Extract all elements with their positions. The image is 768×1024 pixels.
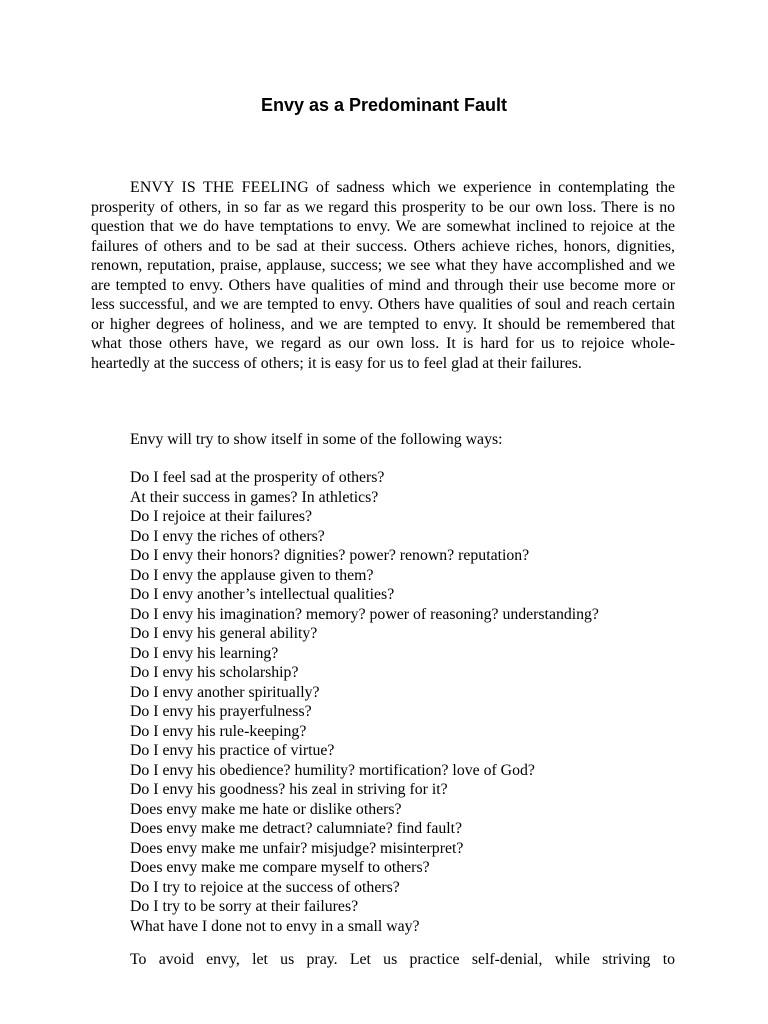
- question-item: Do I envy the riches of others?: [130, 527, 325, 545]
- question-item: Do I envy another’s intellectual qualities?: [130, 586, 395, 603]
- question-item: Do I envy their honors? dignities? power? renown? reputation?: [130, 547, 530, 564]
- question-item: Do I envy his learning?: [130, 644, 279, 662]
- question-item: At their success in games? In athletics?: [130, 488, 379, 506]
- question-item: Does envy make me compare myself to others?: [130, 859, 430, 876]
- question-item: Does envy make me unfair? misjudge? misinterpret?: [130, 839, 464, 857]
- opening-paragraph: [91, 178, 675, 373]
- question-item: Do I envy his goodness? his zeal in striving for it?: [130, 781, 448, 798]
- question-item: Do I envy his obedience? humility? mortification? love of God?: [130, 761, 535, 779]
- question-item: Do I envy the applause given to them?: [130, 566, 374, 584]
- opening-paragraph-text: of sadness which we experience in contemplating the prosperity of others, in so far as we regard this prosperity to be our own loss. There is no question that we do have temptations to envy. We are somewhat inclined to rejoice at the failures of others and to be sad at their success. Others achieve riches, honors, dignities, renown, reputation, praise, applause, success; we see what they have accomplished and we are tempted to envy. Others have qualities of mind and through their use become more or less successful, and we are tempted to envy. Others have qualities of soul and reach certain or higher degrees of holiness, and we are tempted to envy. It should be remembered that what those others have, we regard as our own loss. It is hard for us to rejoice whole-heartedly at the success of others; it is easy for us to feel glad at their failures.: [91, 179, 675, 372]
- examination-question-list: [130, 468, 690, 936]
- question-item: Do I envy another spiritually?: [130, 683, 320, 701]
- question-item: Do I rejoice at their failures?: [130, 508, 313, 525]
- question-item: Does envy make me hate or dislike others?: [130, 800, 402, 818]
- question-item: Do I feel sad at the prosperity of others?: [130, 469, 385, 486]
- examination-intro: Envy will try to show itself in some of the following ways:: [130, 431, 503, 448]
- question-item: Do I envy his scholarship?: [130, 664, 299, 681]
- page-title: Envy as a Predominant Fault: [260, 95, 508, 115]
- question-item: Do I try to rejoice at the success of others?: [130, 878, 400, 896]
- question-item: What have I done not to envy in a small way?: [130, 917, 420, 935]
- question-item: Do I envy his practice of virtue?: [130, 742, 335, 759]
- question-item: Do I try to be sorry at their failures?: [130, 898, 359, 915]
- question-item: Do I envy his general ability?: [130, 625, 318, 642]
- question-item: Do I envy his rule-keeping?: [130, 722, 307, 740]
- closing-paragraph: To avoid envy, let us pray. Let us practice self-denial, while striving to: [130, 951, 675, 968]
- opening-lead-caps: ENVY IS THE FEELING: [130, 179, 309, 196]
- question-item: Do I envy his prayerfulness?: [130, 703, 312, 720]
- question-item: Does envy make me detract? calumniate? find fault?: [130, 820, 463, 837]
- question-item: Do I envy his imagination? memory? power of reasoning? understanding?: [130, 605, 599, 623]
